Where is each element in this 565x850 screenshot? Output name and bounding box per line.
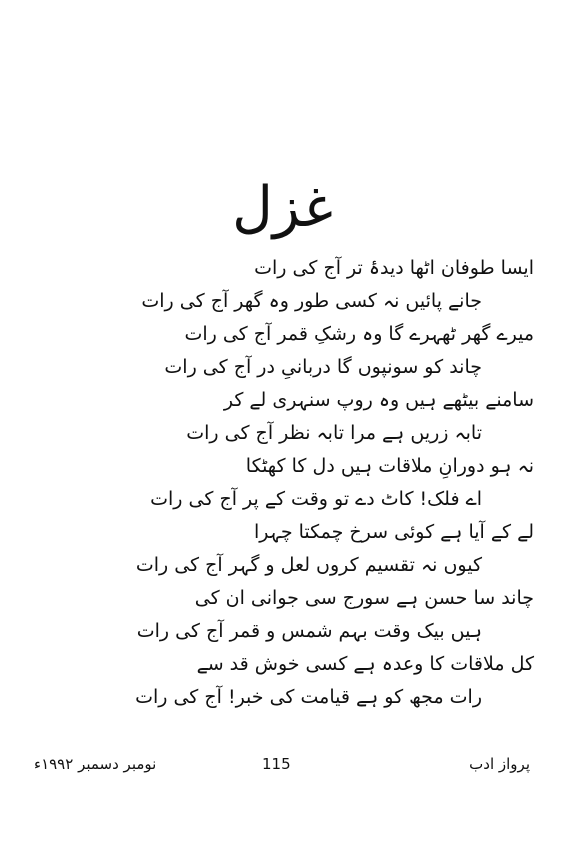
poem-line: نہ ہو دورانِ ملاقات ہیں دل کا کھٹکا <box>245 455 534 477</box>
poem-line: اے فلک! کاٹ دے تو وقت کے پر آج کی رات <box>150 488 482 510</box>
poem-line: جانے پائیں نہ کسی طور وہ گھر آج کی رات <box>141 290 482 312</box>
poem-body <box>38 252 534 714</box>
poem-line: تابہ زریں ہے مرا تابہ نظر آج کی رات <box>186 422 482 444</box>
page-footer <box>34 752 530 776</box>
issue-date: نومبر دسمبر ۱۹۹۲ء <box>34 755 157 773</box>
poem-line: ایسا طوفان اٹھا دیدۂ تر آج کی رات <box>254 257 534 279</box>
poem-line: سامنے بیٹھے ہیں وہ روپ سنہری لے کر <box>223 389 534 411</box>
poem-line: لے کے آیا ہے کوئی سرخ چمکتا چہرا <box>253 521 534 543</box>
poem-line: میرے گھر ٹھہرے گا وہ رشکِ قمر آج کی رات <box>184 323 534 345</box>
poem-line: رات مجھ کو ہے قیامت کی خبر! آج کی رات <box>135 686 482 708</box>
page-number: 115 <box>262 755 291 773</box>
poem-line: چاند سا حسن ہے سورج سی جوانی ان کی <box>194 587 534 609</box>
publication-name: پرواز ادب <box>469 755 530 773</box>
poem-line: ہیں بیک وقت بہم شمس و قمر آج کی رات <box>136 620 482 642</box>
poem-title: غزل <box>232 175 333 240</box>
poem-line: کیوں نہ تقسیم کروں لعل و گہر آج کی رات <box>135 554 482 576</box>
poem-line: کل ملاقات کا وعدہ ہے کسی خوش قد سے <box>196 653 534 675</box>
poem-line: چاند کو سونپوں گا دربانیِ در آج کی رات <box>164 356 482 378</box>
